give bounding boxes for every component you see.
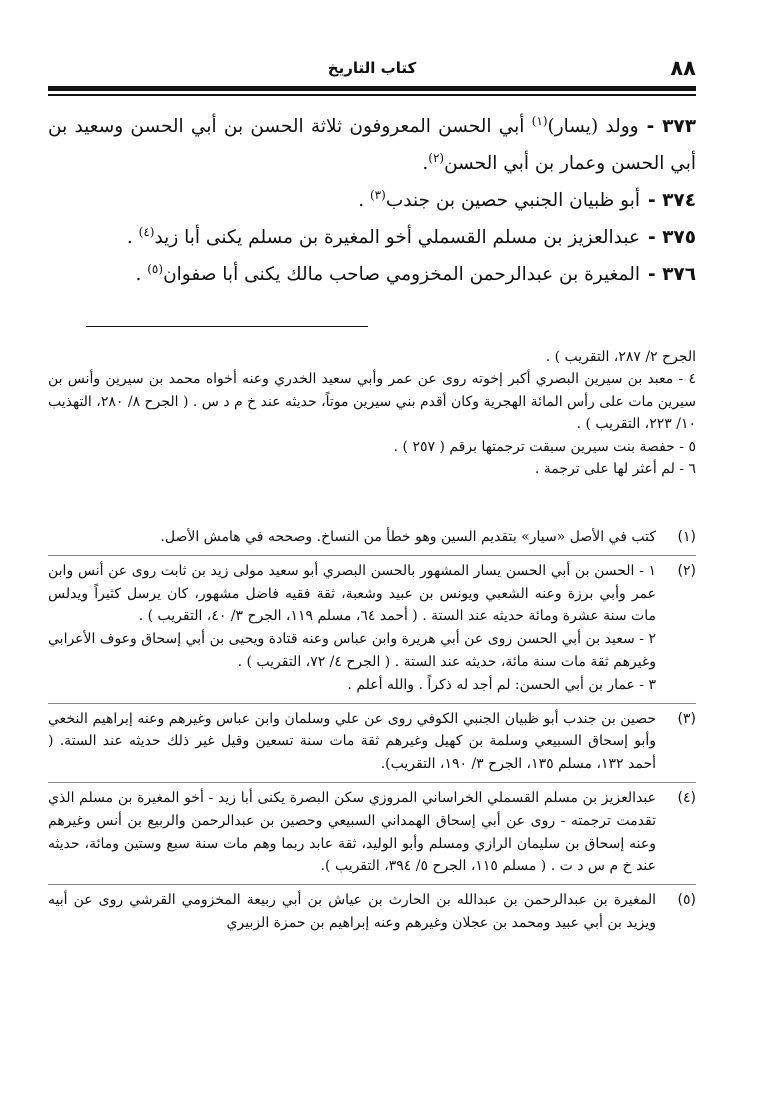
- entry-text: وولد (يسار): [547, 116, 639, 137]
- page-header: [48, 56, 696, 84]
- footnote-ref: (٥): [147, 261, 164, 276]
- footnote-paragraph: المغيرة بن عبدالرحمن بن عبدالله بن الحارث بن عياش بن أبي ربيعة المخزومي القرشي روى عن أبيه ويزيد بن أبي عبيد ومحمد بن عجلان وغيرهم وعنه إبراهيم بن حمزة الزبيري: [48, 892, 656, 931]
- footnote-ref: (٤): [138, 224, 155, 239]
- continued-note: الجرح ٢/ ٢٨٧، التقريب ) .: [545, 349, 696, 365]
- footnote-text: [48, 889, 656, 935]
- entry-end: .: [358, 190, 370, 211]
- entry-end: .: [126, 227, 139, 248]
- header-rule-thin: [48, 94, 696, 96]
- footnote-3: [48, 703, 696, 782]
- footnote-1: [48, 522, 696, 555]
- entry-374: [48, 182, 696, 219]
- entry-text: المغيرة بن عبدالرحمن المخزومي صاحب مالك يكنى أبا صفوان: [163, 264, 640, 285]
- entry-end: .: [135, 264, 148, 285]
- entry-373: [48, 108, 696, 182]
- footnotes: [48, 522, 696, 941]
- header-rule-thick: [48, 86, 696, 91]
- entry-376: [48, 256, 696, 293]
- entry-text: أبو ظبيان الجنبي حصين بن جندب: [385, 190, 640, 211]
- footnote-text: [48, 787, 656, 878]
- main-text: [48, 108, 696, 293]
- footnote-2: [48, 555, 696, 703]
- entry-text: أبي الحسن المعروفون ثلاثة الحسن بن أبي الحسن وسعيد بن أبي الحسن وعمار بن أبي الحسن: [48, 116, 696, 174]
- entry-text: عبدالعزيز بن مسلم القسملي أخو المغيرة بن مسلم يكنى أبا زيد: [154, 227, 640, 248]
- footnote-paragraph: عبدالعزيز بن مسلم القسملي الخراساني المروزي سكن البصرة يكنى أبا زيد - أخو المغيرة بن مسلم الذي تقدمت ترجمته - روى عن أبي إسحاق الهمداني السبيعي وحصين بن عبدالرحمن والربيع بن أنس وغيرهم وعنه إسحاق بن سليمان الرازي ومسلم وأبو الوليد، ثقة عابد ربما وهم مات سنة سبع وستين ومائة، حديثه عند خ م س د ت . ( مسلم ١١٥، الجرح ٥/ ٣٩٤، التقريب ).: [48, 789, 656, 875]
- footnote-paragraph: ١ - الحسن بن أبي الحسن يسار المشهور بالحسن البصري أبو سعيد مولى زيد بن ثابت روى عن أنس وابن عمر وأبي برزة وعنه الشعبي ويونس بن عبيد وشعبة، ثقة فقيه فاضل مشهور، كان يرسل كثيراً ويدلس مات سنة عشرة ومائة حديثه عند الستة . ( أحمد ٦٤، مسلم ١١٩، الجرح ٣/ ٤٠، التقريب ) .: [48, 562, 656, 625]
- footnote-text: [48, 708, 656, 776]
- page-number: ٨٨: [670, 56, 696, 80]
- entry-number: ٣٧٤ -: [648, 190, 696, 211]
- entry-number: ٣٧٦ -: [648, 264, 696, 285]
- footnote-ref: (٣): [369, 187, 386, 202]
- footnote-label: (١): [677, 529, 696, 545]
- footnote-label: (٣): [677, 710, 696, 727]
- entry-number: ٣٧٥ -: [648, 227, 696, 248]
- footnote-text: [48, 526, 656, 549]
- footnote-ref: (١): [531, 113, 548, 128]
- continued-notes: [48, 346, 696, 480]
- footnote-separator: [86, 326, 368, 327]
- entry-end: .: [422, 153, 429, 174]
- footnote-label: (٤): [677, 789, 696, 806]
- footnote-ref: (٢): [428, 150, 445, 165]
- entry-375: [48, 219, 696, 256]
- continued-note: ٥ - حفصة بنت سيرين سبقت ترجمتها برقم ( ٢٥٧ ) .: [393, 438, 696, 455]
- footnote-5: [48, 884, 696, 941]
- footnote-paragraph: ٣ - عمار بن أبي الحسن: لم أجد له ذكراً . والله أعلم .: [347, 676, 656, 693]
- footnote-paragraph: كتب في الأصل «سيار» بتقديم السين وهو خطأ من النساخ. وصححه في هامش الأصل.: [160, 529, 656, 545]
- continued-note: ٦ - لم أعثر لها على ترجمة .: [534, 461, 696, 478]
- footnote-4: [48, 782, 696, 884]
- footnote-text: [48, 560, 656, 697]
- footnote-paragraph: ٢ - سعيد بن أبي الحسن روى عن أبي هريرة وابن عباس وعنه قتادة ويحيى بن أبي إسحاق وعوف الأعرابي وغيرهم ثقة مات سنة مائة، حديثه عند الستة . ( الجرح ٤/ ٧٢، التقريب ) .: [48, 631, 656, 670]
- footnote-label: (٥): [677, 892, 696, 909]
- continued-note: ٤ - معبد بن سيرين البصري أكبر إخوته روى عن عمر وأبي سعيد الخدري وعنه أخواه محمد بن سيرين وأنس بن سيرين مات على رأس المائة الهجرية وكان أقدم بني سيرين موتاً، حديثه عند خ م د س . ( الجرح ٨/ ٢٨٠، التهذيب ١٠/ ٢٢٣، التقريب ) .: [48, 371, 697, 433]
- footnote-label: (٢): [677, 562, 696, 579]
- entry-number: ٣٧٣ -: [646, 116, 696, 137]
- running-title: كتاب التاريخ: [327, 59, 417, 77]
- footnote-paragraph: حصين بن جندب أبو ظبيان الجنبي الكوفي روى عن علي وسلمان وابن عباس وغيرهم وعنه إبراهيم النخعي وأبو إسحاق السبيعي وسلمة بن كهيل وغيرهم ثقة مات سنة تسعين وقيل غير ذلك حديثه عند الستة. ( أحمد ١٣٢، مسلم ١٣٥، الجرح ٣/ ١٩٠، التقريب).: [48, 710, 656, 773]
